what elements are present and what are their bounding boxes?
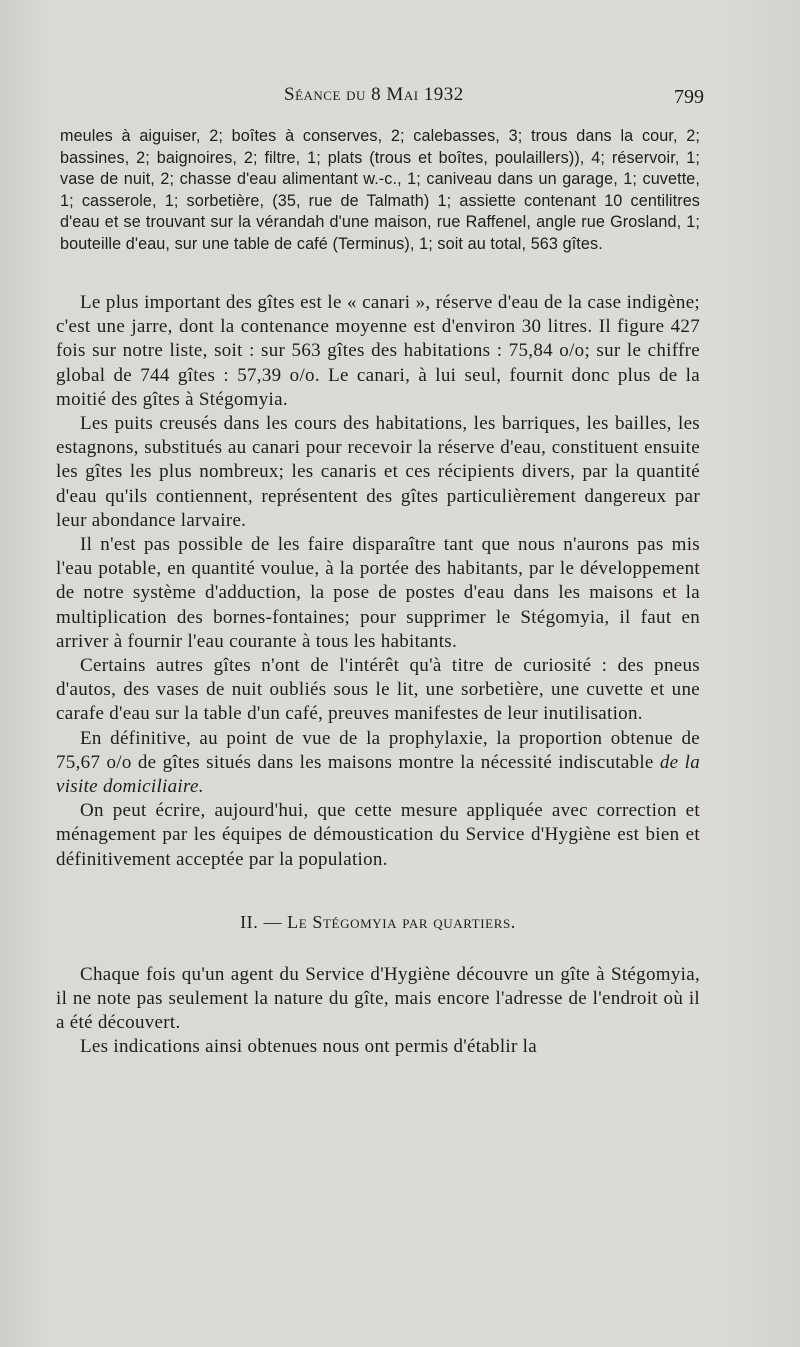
paragraph-eau-potable: Il n'est pas possible de les faire disparaître tant que nous n'aurons pas mis l'eau potable, en quantité voulue, à la portée des habitants, par le développement de notre système d'adduction, la pose de postes d'eau dans les maisons et la multiplication des bornes-fontaines; pour supprimer le Stégomyia, il faut en arriver à fournir l'eau courante à tous les habitants. bbox=[56, 534, 700, 652]
paragraph-agent: Chaque fois qu'un agent du Service d'Hygiène découvre un gîte à Stégomyia, il ne note pas seulement la nature du gîte, mais encore l'adresse de l'endroit où il a été découvert. bbox=[56, 963, 700, 1034]
page-body bbox=[56, 126, 700, 1060]
prophylaxie-italic: de la visite domiciliaire. bbox=[56, 751, 700, 798]
paragraph-puits: Les puits creusés dans les cours des habitations, les barriques, les bailles, les estagnons, substitués au canari pour recevoir la réserve d'eau, constituent ensuite les gîtes les plus nombreux; les canaris et ces récipients divers, par la quantité d'eau qu'ils contiennent, représentent des gîtes particulièrement dangereux par leur abondance larvaire. bbox=[56, 413, 700, 531]
running-head: Séance du 8 Mai 1932 bbox=[284, 84, 464, 105]
prophylaxie-text: En définitive, au point de vue de la prophylaxie, la proportion obtenue de 75,67 o/o de gîtes situés dans les maisons montre la nécessité indiscutable bbox=[56, 727, 700, 773]
paragraph-indications: Les indications ainsi obtenues nous ont permis d'établir la bbox=[80, 1036, 537, 1058]
paragraph-canari: Le plus important des gîtes est le « canari », réserve d'eau de la case indigène; c'est une jarre, dont la contenance moyenne est d'environ 30 litres. Il figure 427 fois sur notre liste, soit : sur 563 gîtes des habitations : 75,84 o/o; sur le chiffre global de 744 gîtes : 57,39 o/o. Le canari, à lui seul, fournit donc plus de la moitié des gîtes à Stégomyia. bbox=[56, 292, 700, 410]
section-title: II. — Le Stégomyia par quartiers. bbox=[240, 911, 516, 932]
page-number: 799 bbox=[674, 86, 704, 108]
paragraph-curiosite: Certains autres gîtes n'ont de l'intérêt qu'à titre de curiosité : des pneus d'autos, des vases de nuit oubliés sous le lit, une sorbetière, une cuvette et une carafe d'eau sur la table d'un café, preuves manifestes de leur inutilisation. bbox=[56, 655, 700, 725]
page-header bbox=[56, 84, 704, 112]
paragraph-population: On peut écrire, aujourd'hui, que cette mesure appliquée avec correction et ménagement par les équipes de démoustication du Service d'Hygiène est bien et définitivement acceptée par la population. bbox=[56, 800, 700, 870]
paragraph-prophylaxie bbox=[56, 727, 700, 800]
inventory-paragraph: meules à aiguiser, 2; boîtes à conserves, 2; calebasses, 3; trous dans la cour, 2; bassines, 2; baignoires, 2; filtre, 1; plats (trous et boîtes, poulaillers)), 4; réservoir, 1; vase de nuit, 2; chasse d'eau alimentant w.-c., 1; caniveau dans un garage, 1; cuvette, 1; casserole, 1; sorbetière, (35, rue de Talmath) 1; assiette contenant 10 centilitres d'eau et se trouvant sur la vérandah d'une maison, rue Raffenel, angle rue Grosland, 1; bouteille d'eau, sur une table de café (Terminus), 1; soit au total, 563 gîtes. bbox=[60, 127, 700, 253]
